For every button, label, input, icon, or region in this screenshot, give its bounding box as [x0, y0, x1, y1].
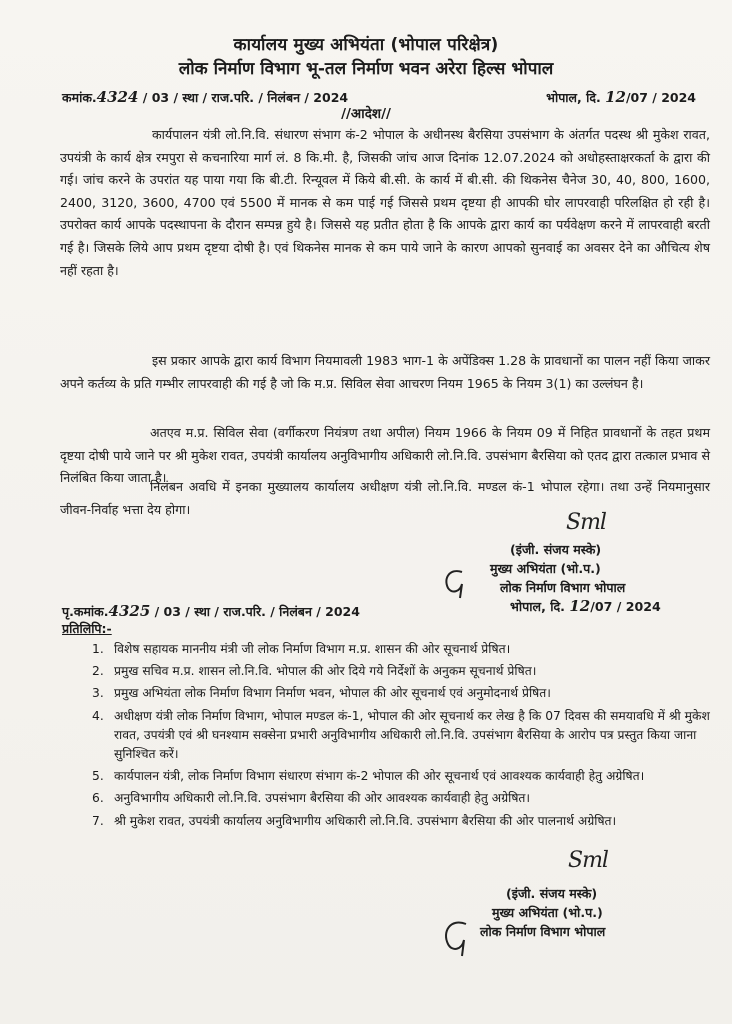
copy-to-heading: प्रतिलिपि:- — [62, 621, 112, 636]
list-item: 2. प्रमुख सचिव म.प्र. शासन लो.नि.वि. भोपाल की ओर दिये गये निर्देशों के अनुकम सूचनार्थ प्रेषित। — [92, 664, 537, 679]
order-ref-rest: / 03 / स्था / राज.परि. / निलंबन / 2024 — [142, 90, 349, 105]
copy-list — [60, 640, 710, 834]
list-item: 6. अनुविभागीय अधिकारी लो.नि.वि. उपसंभाग बैरसिया की ओर आवश्यक कार्यवाही हेतु अग्रेषित। — [92, 791, 531, 806]
signatory-designation: मुख्य अभियंता (भो.प.) — [490, 561, 601, 576]
office-title: कार्यालय मुख्य अभियंता (भोपाल परिक्षेत्र) — [233, 35, 499, 55]
list-item: 3. प्रमुख अभियंता लोक निर्माण विभाग निर्माण भवन, भोपाल की ओर सूचनार्थ एवं अनुमोदनार्थ प्रेषित। — [92, 686, 551, 701]
order-paragraph-1 — [60, 124, 710, 282]
signatory-name: (इंजी. संजय मस्के) — [510, 542, 602, 557]
order-ref-prefix: कमांक. — [62, 90, 97, 105]
order-paragraph-4 — [60, 476, 710, 521]
department-address: लोक निर्माण विभाग भू-तल निर्माण भवन अरेरा हिल्स भोपाल — [178, 59, 554, 79]
signatory-department: लोक निर्माण विभाग भोपाल — [500, 580, 626, 595]
paragraph-text: निलंबन अवधि में इनका मुख्यालय कार्यालय अधीक्षण यंत्री लो.नि.वि. मण्डल कं-1 भोपाल रहेगा। तथा उन्हें नियमानुसार जीवन-निर्वाह भत्ता देय होगा। — [60, 479, 710, 517]
endorsement-reference — [62, 602, 360, 620]
signature-block-1 — [470, 540, 710, 616]
paragraph-text: अतएव म.प्र. सिविल सेवा (वर्गीकरण नियंत्रण तथा अपील) नियम 1966 के नियम 09 में निहित प्रावधानों के तहत प्रथम दृष्टया दोषी पाये जाने पर श्री मुकेश रावत, उपयंत्री कार्यालय अनुविभागीय अधिकारी लो.नि.वि. उपसंभाग बैरसिया को एतद द्वारा तत्काल प्रभाव से निलंबित किया जाता है। — [60, 425, 710, 486]
initial-mark — [440, 566, 470, 600]
order-ref-number: 4324 — [96, 88, 139, 106]
signature-mark-2: Sml — [568, 848, 608, 873]
endorsement-number: 4325 — [108, 602, 151, 620]
endorsement-prefix: पृ.कमांक. — [62, 604, 109, 619]
order-paragraph-2 — [60, 350, 710, 395]
paragraph-text: इस प्रकार आपके द्वारा कार्य विभाग नियमावली 1983 भाग-1 के अपेंडिक्स 1.28 के प्रावधानों का पालन नहीं किया जाकर अपने कर्तव्य के प्रति गम्भीर लापरवाही की गई है जो कि म.प्र. सिविल सेवा आचरण नियम 1965 के नियम 3(1) का उल्लंघन है। — [60, 353, 710, 391]
order-date-day: 12 — [605, 88, 626, 106]
order-date-prefix: भोपाल, दि. — [546, 90, 601, 105]
order-date-rest: /07 / 2024 — [625, 90, 696, 105]
list-item: 5. कार्यपालन यंत्री, लोक निर्माण विभाग संधारण संभाग कं-2 भोपाल की ओर सूचनार्थ एवं आवश्यक कार्यवाही हेतु अग्रेषित। — [92, 769, 645, 784]
list-item: 1. विशेष सहायक माननीय मंत्री जी लोक निर्माण विभाग म.प्र. शासन की ओर सूचनार्थ प्रेषित। — [92, 642, 511, 656]
signatory-department-2: लोक निर्माण विभाग भोपाल — [480, 924, 606, 939]
order-heading: //आदेश// — [341, 106, 391, 122]
signatory-name-2: (इंजी. संजय मस्के) — [506, 886, 598, 901]
signatory-designation-2: मुख्य अभियंता (भो.प.) — [492, 905, 603, 920]
signature-date: भोपाल, दि. 12/07 / 2024 — [510, 597, 661, 615]
signature-mark: Sml — [566, 510, 606, 535]
signature-block-2 — [476, 884, 716, 941]
initial-mark-2 — [440, 918, 474, 958]
endorsement-rest: / 03 / स्था / राज.परि. / निलंबन / 2024 — [154, 604, 360, 619]
list-item: 4. अधीक्षण यंत्री लोक निर्माण विभाग, भोपाल मण्डल कं-1, भोपाल की ओर सूचनार्थ कर लेख है कि 07 दिवस की समयावधि में श्री मुकेश रावत, उपयंत्री एवं श्री घनश्याम सक्सेना प्रभारी अनुविभागीय अधिकारी लो.नि.वि. उपसंभाग बैरसिया के आरोप पत्र प्रस्तुत किया जाना सुनिश्चित करें। — [92, 708, 710, 762]
list-item: 7. श्री मुकेश रावत, उपयंत्री कार्यालय अनुविभागीय अधिकारी लो.नि.वि. उपसंभाग बैरसिया की ओर पालनार्थ अग्रेषित। — [92, 813, 617, 828]
paragraph-text: कार्यपालन यंत्री लो.नि.वि. संधारण संभाग कं-2 भोपाल के अधीनस्थ बैरसिया उपसंभाग के अंतर्गत पदस्थ श्री मुकेश रावत, उपयंत्री के कार्य क्षेत्र रमपुरा से कचनारिया मार्ग लं. 8 कि.मी. है, जिसकी जांच आज दिनांक 12.07.2024 को अधोहस्ताक्षरकर्ता के द्वारा की गई। जांच करने के उपरांत यह पाया गया कि बी.टी. रिन्यूवल में किये बी.सी. के कार्य में बी.सी. की थिकनेस चैनेज 30, 40, 800, 1600, 2400, 3120, 3600, 4700 एवं 5500 में मानक से कम पाई गई जिससे प्रथम दृष्टया ही आपकी घोर लापरवाही परिलक्षित हो रही है। उपरोक्त कार्य आपके पदस्थापना के दौरान सम्पन्न हुये है। जिससे यह प्रतीत होता है कि आपके द्वारा कार्य का पर्यवेक्षण करने में लापरवाही बरती गई है। जिसके लिये आप प्रथम दृष्टया दोषी है। एवं थिकनेस मानक से कम पाये जाने के कारण आपको सुनवाई का अवसर देने का औचित्य शेष नहीं रहता है। — [60, 127, 710, 278]
